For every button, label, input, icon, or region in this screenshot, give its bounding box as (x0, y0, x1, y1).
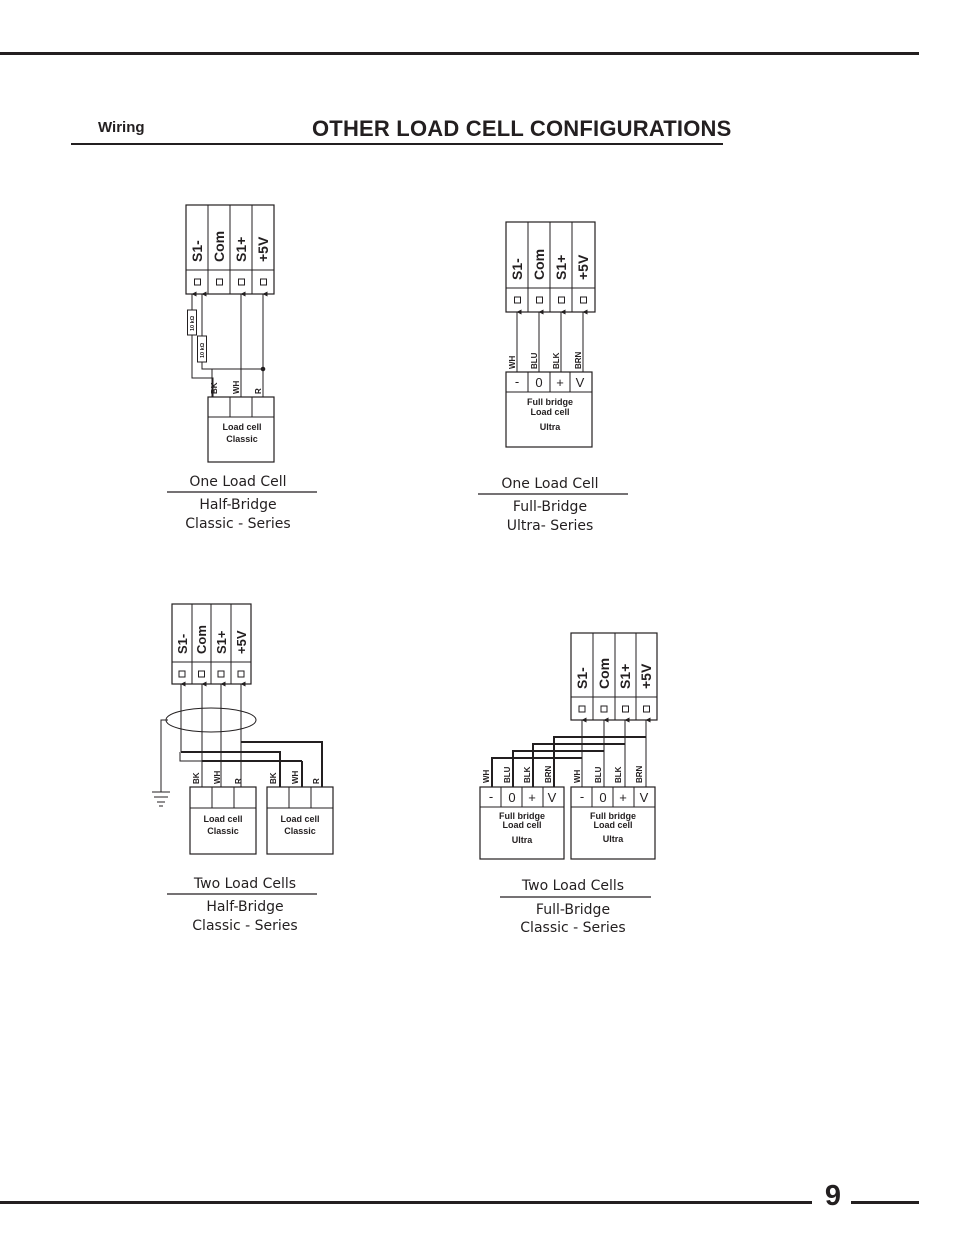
wire-label: WH (213, 770, 222, 784)
terminal-label: S1+ (553, 254, 569, 280)
load-cell-label: Ultra (511, 835, 533, 845)
load-cell-label: Classic (226, 434, 258, 444)
terminal-label: S1- (574, 667, 590, 689)
load-cell-label: Load cell (222, 422, 262, 432)
polarity-label: + (528, 790, 536, 805)
load-cell-label: Load cell (280, 814, 320, 824)
terminal-label: +5V (255, 236, 271, 262)
diagram-subtitle: Half-Bridge (199, 497, 277, 513)
terminal-label: Com (194, 625, 209, 654)
wire-label: WH (291, 770, 300, 784)
diagram-subtitle: Full-Bridge (512, 499, 588, 515)
wire-label: R (234, 778, 243, 784)
wire-label: WH (232, 380, 241, 394)
diagram-heading: One Load Cell (189, 474, 287, 490)
wire-label: BLU (530, 352, 539, 369)
diagram-subtitle: Ultra- Series (506, 518, 594, 534)
wire-label: R (254, 388, 263, 394)
polarity-label: - (579, 789, 585, 804)
page-number: 9 (824, 1180, 842, 1212)
polarity-label: 0 (599, 790, 607, 805)
terminal-label: Com (211, 230, 227, 262)
wire-label: R (312, 778, 321, 784)
section-label: Wiring (98, 119, 145, 136)
wire-label: BLU (503, 766, 512, 783)
diagram-heading: One Load Cell (501, 476, 599, 492)
wire-label: WH (508, 355, 517, 369)
diagram-subtitle: Half-Bridge (206, 899, 284, 915)
terminal-label: +5V (575, 254, 591, 280)
wire-label: BRN (574, 351, 583, 369)
wire-label: BK (210, 382, 219, 394)
load-cell-label: Ultra (602, 834, 624, 844)
polarity-label: 0 (535, 375, 543, 390)
load-cell-label: Classic (207, 826, 239, 836)
load-cell-label: Full bridge (527, 397, 573, 407)
terminal-label: Com (531, 248, 547, 280)
terminal-label: Com (596, 657, 612, 689)
load-cell-label: Classic (284, 826, 316, 836)
wire-label: BLU (594, 766, 603, 783)
polarity-label: + (619, 790, 627, 805)
polarity-label: 0 (508, 790, 516, 805)
polarity-label: - (514, 374, 520, 389)
polarity-label: V (547, 790, 557, 805)
wire-label: BLK (614, 766, 623, 783)
terminal-label: S1+ (617, 663, 633, 689)
load-cell-label: Full bridge (590, 811, 636, 821)
terminal-label: +5V (638, 663, 654, 689)
polarity-label: + (556, 375, 564, 390)
terminal-label: +5V (234, 630, 249, 654)
wire-label: BLK (523, 766, 532, 783)
load-cell-label: Load cell (203, 814, 243, 824)
polarity-label: V (639, 790, 649, 805)
wire-label: BLK (552, 352, 561, 369)
labels-one-half-classic (185, 231, 290, 532)
terminal-label: S1+ (214, 630, 229, 654)
diagram-subtitle: Classic - Series (185, 516, 291, 532)
diagram-heading: Two Load Cells (193, 876, 297, 892)
polarity-label: V (575, 375, 585, 390)
diagram-subtitle: Classic - Series (192, 918, 298, 934)
wire-label: BRN (635, 765, 644, 783)
load-cell-label: Ultra (539, 422, 561, 432)
wire-label: WH (573, 769, 582, 783)
page-title: OTHER LOAD CELL CONFIGURATIONS (312, 116, 732, 141)
terminal-label: S1+ (233, 236, 249, 262)
wire-label: WH (482, 769, 491, 783)
wire-label: BRN (544, 765, 553, 783)
load-cell-label: Load cell (593, 820, 633, 830)
terminal-label: S1- (509, 258, 525, 280)
resistor-label: 10 kΩ (190, 315, 196, 331)
labels-two-full-classic (482, 658, 654, 936)
diagram-subtitle: Full-Bridge (535, 902, 611, 918)
resistor-label: 10 kΩ (200, 342, 206, 358)
diagram-heading: Two Load Cells (521, 878, 625, 894)
terminal-label: S1- (189, 240, 205, 262)
load-cell-label: Load cell (530, 407, 570, 417)
load-cell-label: Load cell (502, 820, 542, 830)
diagram-subtitle: Classic - Series (520, 920, 626, 936)
load-cell-label: Full bridge (499, 811, 545, 821)
labels-two-half-classic (175, 625, 321, 934)
polarity-label: - (488, 789, 494, 804)
wire-label: BK (269, 772, 278, 784)
wire-label: BK (192, 772, 201, 784)
terminal-label: S1- (175, 633, 190, 654)
